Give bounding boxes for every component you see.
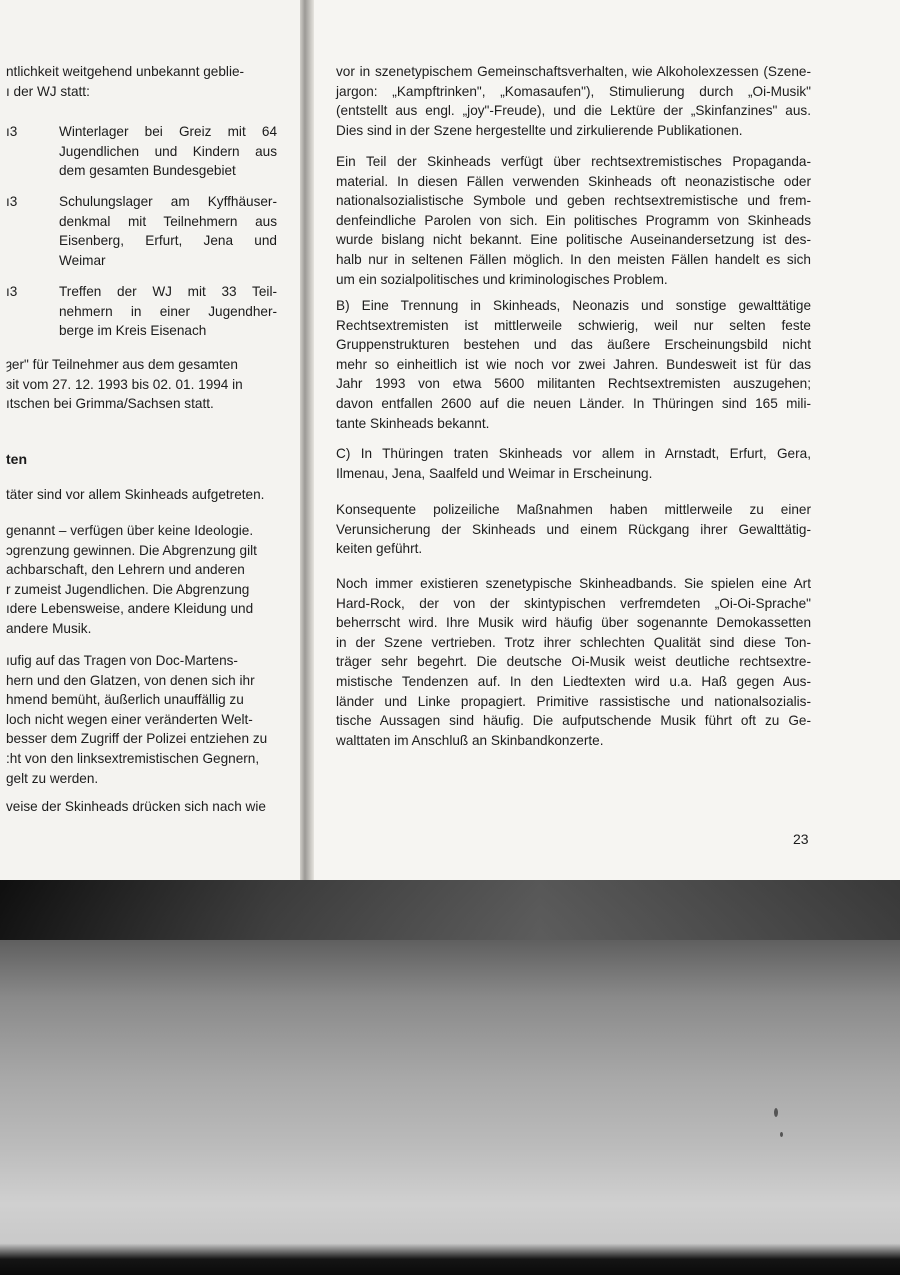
left-intro: ntlichkeit weitgehend unbekannt geblie- ı der WJ statt: [6, 64, 245, 99]
dust-speck [774, 1108, 778, 1117]
book-spine [300, 0, 314, 905]
paragraph-bands: Noch immer existieren szenetypische Skinheadbands. Sie spielen eine Art Hard-Rock, der von der skintypischen verfremdeten „Oi-Oi-Sprache" beherrscht wird. Ihre Musik wird häufig über sogenannte Demokassetten in der Szene vertrieben. Trotz ihrer schlechten Qualität sind diese Ton- träger sehr begehrt. Die deutsche Oi-Musik weist deutliche rechtsextre- mistische Tendenzen auf. In den Liedtexten wird u.a. Haß gegen Aus- länder und Linke propagiert. Primitive rassistische und nationalsozialis- tische Aussagen sind häufig. Die aufputschende Musik führt oft zu Ge- walttaten im Anschluß an Skinbandkonzerte. [336, 576, 811, 748]
camp-paragraph: ȝer" für Teilnehmer aus dem gesamten ɜit vom 27. 12. 1993 bis 02. 01. 1994 in ıtschen bei Grimma/Sachsen statt. [6, 357, 243, 412]
perpetrators-line: täter sind vor allem Skinheads aufgetreten. [6, 487, 265, 502]
left-last-line: veise der Skinheads drücken sich nach wie [6, 799, 266, 814]
paragraph-thuringia: C) In Thüringen traten Skinheads vor allem in Arnstadt, Erfurt, Gera, Ilmenau, Jena, Saalfeld und Weimar in Erscheinung. [336, 446, 811, 481]
scanner-background [0, 880, 900, 1275]
paragraph-police: Konsequente polizeiliche Maßnahmen haben mittlerweile zu einer Verunsicherung der Skinheads und einem Rückgang ihrer Gewalttätig- keiten geführt. [336, 502, 811, 557]
dust-speck [780, 1132, 783, 1137]
paragraph-propaganda: Ein Teil der Skinheads verfügt über rechtsextremistisches Propaganda- material. In diesen Fällen verwenden Skinheads oft neonazistische oder nationalsozialistische Symbole und geben rechtsextremistische und frem- denfeindliche Parolen von sich. Ein politisches Programm von Skinheads wurde bislang nicht bekannt. Eine politische Auseinandersetzung ist des- halb nur in seltenen Fällen möglich. In den meisten Fällen handelt es sich um ein sozialpolitisches und kriminologisches Problem. [336, 154, 811, 287]
ideology-paragraph: genannt – verfügen über keine Ideologie. ɔgrenzung gewinnen. Die Abgrenzung gilt achbarschaft, den Lehrern und anderen r zumeist Jugendlichen. Die Abgrenzung ıdere Lebensweise, andere Kleidung und andere Musik. [6, 523, 257, 636]
event-description: Schulungslager am Kyffhäuser- denkmal mit Teilnehmern aus Eisenberg, Erfurt, Jena und Weimar [59, 194, 277, 268]
section-heading: ten [6, 451, 27, 467]
event-description: Winterlager bei Greiz mit 64 Jugendlichen und Kindern aus dem gesamten Bundesgebiet [59, 124, 277, 179]
event-description: Treffen der WJ mit 33 Teil- nehmern in einer Jugendher- berge im Kreis Eisenach [59, 284, 277, 339]
paragraph-separation: B) Eine Trennung in Skinheads, Neonazis und sonstige gewalttätige Rechtsextremisten ist mittlerweile schwierig, weil nur selten feste Gruppenstrukturen bestehen und das äußere Erscheinungsbild nicht mehr so einheitlich ist wie noch vor zwei Jahren. Bundesweit ist für das Jahr 1993 von etwa 5600 militanten Rechtsextremisten auszugehen; davon entfallen 2600 auf die neuen Länder. In Thüringen sind 165 mili- tante Skinheads bekannt. [336, 298, 811, 431]
page-number: 23 [793, 831, 809, 847]
event-date: ı3 [6, 124, 18, 139]
event-date: ı3 [6, 194, 18, 209]
event-date: ı3 [6, 284, 18, 299]
clothing-paragraph: ıufig auf das Tragen von Doc-Martens- hern und den Glatzen, von denen sich ihr hmend bemüht, äußerlich unauffällig zu loch nicht wegen einer veränderten Welt- besser dem Zugriff der Polizei entziehen zu :ht von den linksextremistischen Gegnern, gelt zu werden. [6, 653, 268, 786]
paragraph-behavior: vor in szenetypischem Gemeinschaftsverhalten, wie Alkoholexzessen (Szene- jargon: „Kampftrinken", „Komasaufen"), Stimulierung durch „Oi-Musik" (entstellt aus engl. „joy"-Freude), und die Lektüre der „Skinfanzines" aus. Dies sind in der Szene hergestellte und zirkulierende Publikationen. [336, 64, 811, 138]
